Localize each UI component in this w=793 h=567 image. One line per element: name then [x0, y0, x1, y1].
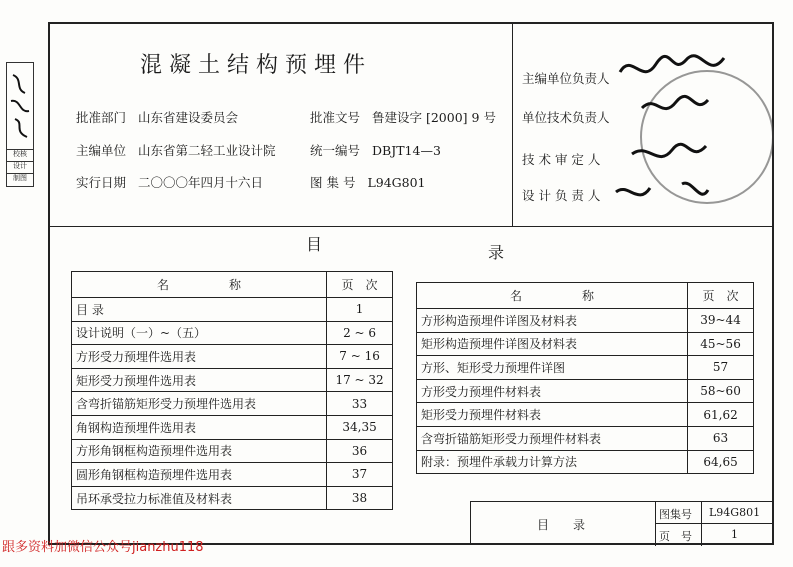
watermark-text: 跟多资料加微信公众号jianzhu118 — [2, 540, 204, 555]
page-value: 1 — [731, 528, 738, 541]
toc-title-left: 目 — [306, 235, 323, 254]
table-row — [72, 463, 393, 487]
table-row — [417, 309, 754, 333]
row-name: 吊环承受拉力标准值及材料表 — [72, 486, 327, 510]
row-page: 61,62 — [688, 403, 754, 427]
row-name: 圆形角钢框构造预埋件选用表 — [72, 463, 327, 487]
table-row — [417, 356, 754, 380]
atlas-no-label: 图 集 号 — [310, 175, 356, 190]
approve-doc-label: 批准文号 — [310, 110, 361, 125]
table-row — [72, 368, 393, 392]
row-page: 7 ~ 16 — [327, 345, 393, 369]
row-name: 角钢构造预埋件选用表 — [72, 415, 327, 439]
sidebar-draw: 制图 — [7, 173, 33, 186]
table-header-row — [417, 283, 754, 309]
toc-table-left — [71, 271, 393, 510]
editor-value: 山东省第二轻工业设计院 — [138, 143, 276, 158]
sheet-name: 目 录 — [537, 518, 586, 532]
row-name: 设计说明（一）~（五） — [72, 321, 327, 345]
row-page: 36 — [327, 439, 393, 463]
toc-title-right: 录 — [488, 243, 505, 262]
header-divider — [48, 226, 774, 227]
exec-date-value: 二〇〇〇年四月十六日 — [138, 175, 264, 190]
review-sidebar — [6, 62, 34, 187]
row-name: 方形角钢框构造预埋件选用表 — [72, 439, 327, 463]
page-title: 混凝土结构预埋件 — [140, 53, 373, 78]
row-name: 矩形受力预埋件选用表 — [72, 368, 327, 392]
title-block — [470, 501, 774, 545]
handwritten-signature-icon — [7, 65, 33, 145]
atlas-no-value: L94G801 — [367, 175, 426, 190]
row-page: 33 — [327, 392, 393, 416]
header-page: 页 次 — [327, 272, 393, 298]
toc-table-right — [416, 282, 754, 474]
row-page: 64,65 — [688, 450, 754, 474]
sidebar-check: 校核 — [7, 149, 33, 162]
row-page: 17 ~ 32 — [327, 368, 393, 392]
table-row — [417, 332, 754, 356]
table-header-row — [72, 272, 393, 298]
row-page: 34,35 — [327, 415, 393, 439]
editor-label: 主编单位 — [76, 143, 127, 158]
row-name: 方形受力预埋件材料表 — [417, 379, 688, 403]
approve-dept-value: 山东省建设委员会 — [138, 110, 239, 125]
signature-divider — [512, 22, 513, 226]
handwritten-signatures-icon — [612, 46, 772, 216]
atlas-value: L94G801 — [709, 506, 761, 519]
row-name: 附录：预埋件承载力计算方法 — [417, 450, 688, 474]
exec-date-label: 实行日期 — [76, 175, 127, 190]
row-page: 38 — [327, 486, 393, 510]
table-row — [72, 298, 393, 322]
row-page: 63 — [688, 426, 754, 450]
sidebar-design: 设计 — [7, 161, 33, 174]
table-row — [72, 415, 393, 439]
row-page: 1 — [327, 298, 393, 322]
unified-no-value: DBJT14—3 — [372, 143, 441, 158]
sig-row2-label: 单位技术负责人 — [522, 110, 610, 125]
row-page: 37 — [327, 463, 393, 487]
row-page: 2 ~ 6 — [327, 321, 393, 345]
page-label: 页 号 — [659, 530, 692, 543]
header-page: 页 次 — [688, 283, 754, 309]
atlas-label: 图集号 — [659, 508, 692, 521]
header-name: 名 称 — [417, 283, 688, 309]
row-name: 矩形构造预埋件详图及材料表 — [417, 332, 688, 356]
row-page: 39~44 — [688, 309, 754, 333]
sig-row3-label: 技 术 审 定 人 — [522, 152, 601, 167]
table-row — [72, 392, 393, 416]
row-name: 方形、矩形受力预埋件详图 — [417, 356, 688, 380]
table-row — [72, 345, 393, 369]
row-name: 方形构造预埋件详图及材料表 — [417, 309, 688, 333]
table-row — [72, 439, 393, 463]
row-page: 58~60 — [688, 379, 754, 403]
row-page: 57 — [688, 356, 754, 380]
row-name: 方形受力预埋件选用表 — [72, 345, 327, 369]
row-name: 含弯折锚筋矩形受力预埋件材料表 — [417, 426, 688, 450]
row-name: 矩形受力预埋件材料表 — [417, 403, 688, 427]
sig-row1-label: 主编单位负责人 — [522, 71, 610, 86]
table-row — [72, 486, 393, 510]
sig-row4-label: 设 计 负 责 人 — [522, 188, 601, 203]
row-page: 45~56 — [688, 332, 754, 356]
table-row — [417, 403, 754, 427]
table-row — [417, 426, 754, 450]
unified-no-label: 统一编号 — [310, 143, 361, 158]
approve-doc-value: 鲁建设字 [2000] 9 号 — [372, 110, 496, 125]
table-row — [417, 450, 754, 474]
row-name: 目 录 — [72, 298, 327, 322]
table-row — [417, 379, 754, 403]
header-name: 名 称 — [72, 272, 327, 298]
row-name: 含弯折锚筋矩形受力预埋件选用表 — [72, 392, 327, 416]
approve-dept-label: 批准部门 — [76, 110, 127, 125]
table-row — [72, 321, 393, 345]
